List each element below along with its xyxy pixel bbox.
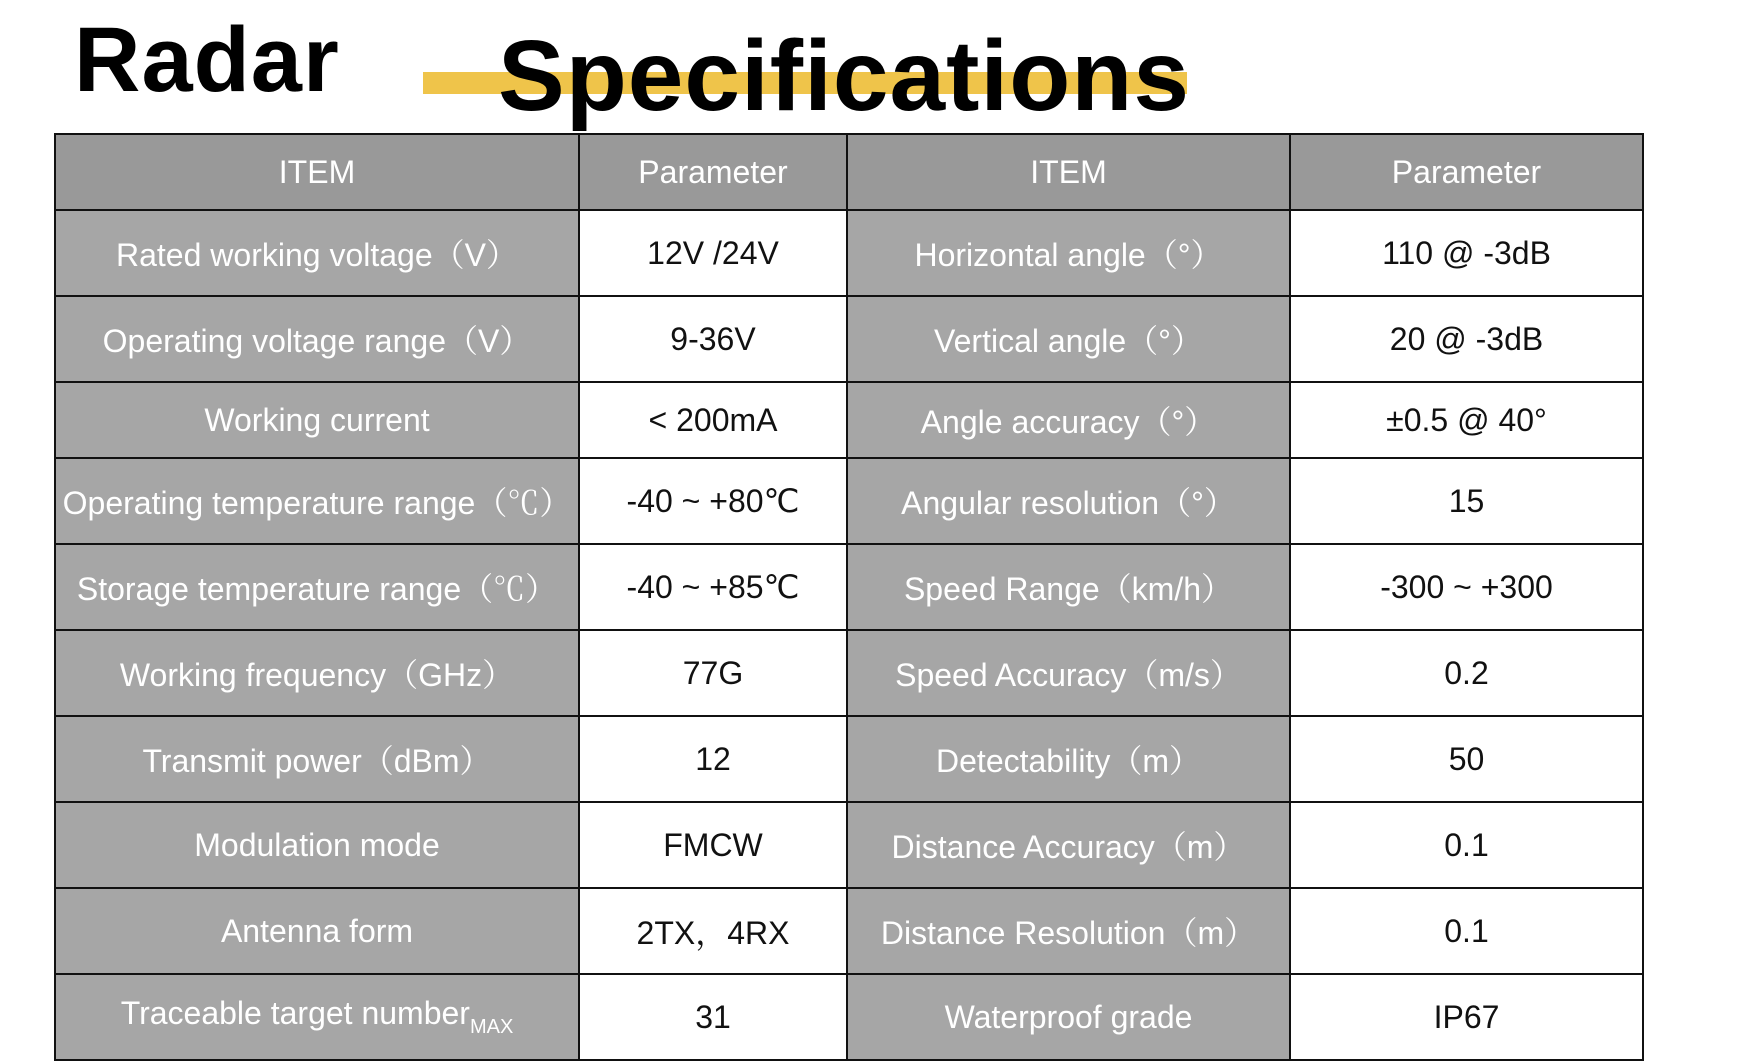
item-left-cell: Operating temperature range（℃） <box>55 458 579 544</box>
table-row <box>55 210 1643 296</box>
table-row <box>55 382 1643 458</box>
item-right-cell: Angular resolution（°） <box>847 458 1290 544</box>
table-row <box>55 888 1643 974</box>
header-parameter-right: Parameter <box>1290 134 1643 210</box>
item-right-cell: Horizontal angle（°） <box>847 210 1290 296</box>
param-right-cell: IP67 <box>1290 974 1643 1060</box>
table-header-row <box>55 134 1643 210</box>
item-left-cell <box>55 974 579 1060</box>
table-row <box>55 458 1643 544</box>
param-left-cell: 12 <box>579 716 847 802</box>
param-left-cell: 12V /24V <box>579 210 847 296</box>
table-row <box>55 716 1643 802</box>
param-left-cell: -40 ~ +85℃ <box>579 544 847 630</box>
item-right-cell: Detectability（m） <box>847 716 1290 802</box>
header-item-right: ITEM <box>847 134 1290 210</box>
item-right-cell: Speed Accuracy（m/s） <box>847 630 1290 716</box>
param-left-cell: 2TX，4RX <box>579 888 847 974</box>
param-left-cell: < 200mA <box>579 382 847 458</box>
param-right-cell: -300 ~ +300 <box>1290 544 1643 630</box>
title-radar: Radar <box>74 9 340 111</box>
item-right-cell: Angle accuracy（°） <box>847 382 1290 458</box>
param-right-cell: 50 <box>1290 716 1643 802</box>
header-item-left: ITEM <box>55 134 579 210</box>
item-right-cell: Vertical angle（°） <box>847 296 1290 382</box>
table-row <box>55 296 1643 382</box>
item-left-cell: Rated working voltage（V） <box>55 210 579 296</box>
item-left-cell: Storage temperature range（℃） <box>55 544 579 630</box>
item-left-text: Traceable target number <box>120 995 470 1031</box>
item-left-cell: Antenna form <box>55 888 579 974</box>
param-left-cell: 9-36V <box>579 296 847 382</box>
item-left-cell: Working current <box>55 382 579 458</box>
item-right-cell: Speed Range（km/h） <box>847 544 1290 630</box>
table-row <box>55 630 1643 716</box>
param-left-cell: 77G <box>579 630 847 716</box>
param-right-cell: 15 <box>1290 458 1643 544</box>
item-left-cell: Working frequency（GHz） <box>55 630 579 716</box>
table-row <box>55 544 1643 630</box>
item-right-cell: Distance Accuracy（m） <box>847 802 1290 888</box>
param-right-cell: 110 @ -3dB <box>1290 210 1643 296</box>
param-left-cell: 31 <box>579 974 847 1060</box>
title-specifications: Specifications <box>498 20 1190 132</box>
item-left-cell: Modulation mode <box>55 802 579 888</box>
item-right-cell: Distance Resolution（m） <box>847 888 1290 974</box>
param-left-cell: FMCW <box>579 802 847 888</box>
header-parameter-left: Parameter <box>579 134 847 210</box>
param-right-cell: 0.1 <box>1290 888 1643 974</box>
item-left-subscript: MAX <box>469 1016 514 1038</box>
specifications-table <box>54 133 1644 1061</box>
param-left-cell: -40 ~ +80℃ <box>579 458 847 544</box>
table-row <box>55 802 1643 888</box>
param-right-cell: ±0.5 @ 40° <box>1290 382 1643 458</box>
param-right-cell: 20 @ -3dB <box>1290 296 1643 382</box>
item-left-cell: Transmit power（dBm） <box>55 716 579 802</box>
param-right-cell: 0.1 <box>1290 802 1643 888</box>
table-row <box>55 974 1643 1060</box>
item-left-cell: Operating voltage range（V） <box>55 296 579 382</box>
item-right-cell: Waterproof grade <box>847 974 1290 1060</box>
param-right-cell: 0.2 <box>1290 630 1643 716</box>
